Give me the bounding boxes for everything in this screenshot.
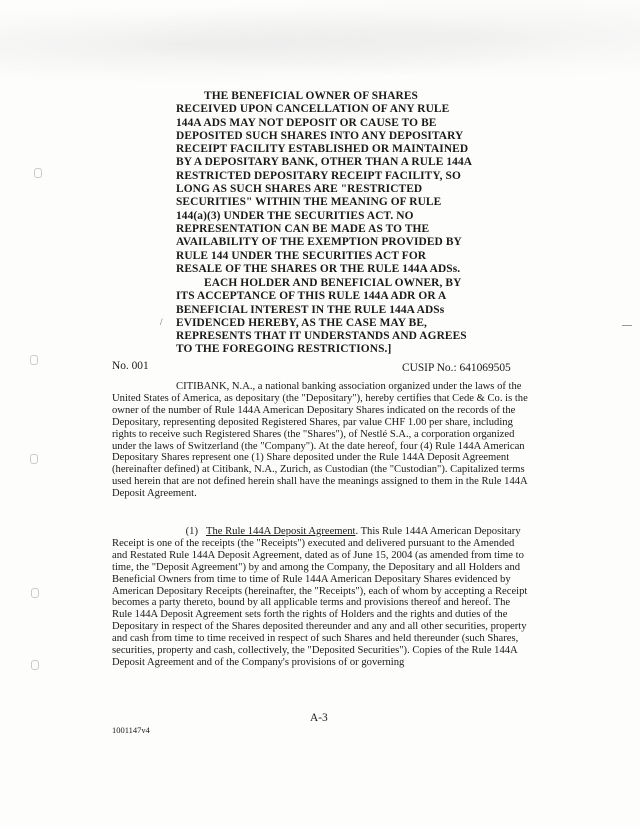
margin-speck <box>30 454 38 464</box>
document-id: 1001147v4 <box>112 725 150 735</box>
receipt-number: No. 001 <box>112 360 149 372</box>
section-title: The Rule 144A Deposit Agreement <box>206 526 356 537</box>
margin-speck <box>30 355 38 365</box>
section-text: . This Rule 144A American Depositary Receipt is one of the receipts (the "Receipts") executed and delivered pursuant to the Amended and Restated Rule 144A Deposit Agreement, dated as of June 15, 2004 (as amended from time to time, the "Deposit Agreement") by and among the Company, the Depositary and all Holders and Beneficial Owners from time to time of Rule 144A American Depositary Shares evidenced by American Depositary Receipts (hereinafter, the "Receipts"), each of whom by accepting a Receipt becomes a party thereto, bound by all applicable terms and provisions thereof and hereof. The Rule 144A Deposit Agreement sets forth the rights of Holders and the rights and duties of the Depositary in respect of the Shares deposited thereunder and any and all other securities, property and cash from time to time received in respect of such Shares and held thereunder (such Shares, securities, property and cash, collectively, the "Deposited Securities"). Copies of the Rule 144A Deposit Agreement and of the Company's provisions of or governing <box>112 526 528 668</box>
certification-paragraph: CITIBANK, N.A., a national banking association organized under the laws of the United States of America, as depositary (the "Depositary"), hereby certifies that Cede & Co. is the owner of the number of Rule 144A American Depositary Shares indicated on the records of the Depositary, representing deposited Registered Shares, par value CHF 1.00 per share, including rights to receive such Registered Shares (the "Shares"), of Nestlé S.A., a corporation organized under the laws of Switzerland (the "Company"). At the date hereof, four (4) Rule 144A American Depositary Shares represent one (1) Share deposited under the Rule 144A Deposit Agreement (hereinafter defined) at Citibank, N.A., Zurich, as Custodian (the "Custodian"). Capitalized terms used herein that are not defined herein shall have the meanings assigned to them in the Rule 144A Deposit Agreement. <box>112 381 528 500</box>
section-number: (1) <box>185 526 198 537</box>
legend-paragraph-2: EACH HOLDER AND BENEFICIAL OWNER, BY ITS ACCEPTANCE OF THIS RULE 144A ADR OR A BENEFICIAL INTEREST IN THE RULE 144A ADSs EVIDENCED HEREBY, AS THE CASE MAY BE, REPRESENTS THAT IT UNDERSTANDS AND AGREES TO THE FOREGOING RESTRICTIONS.] <box>176 277 467 356</box>
page-number: A-3 <box>310 712 328 724</box>
cusip-number: CUSIP No.: 641069505 <box>402 362 511 374</box>
margin-speck <box>31 660 39 670</box>
margin-speck <box>34 168 42 178</box>
scan-noise <box>0 0 640 90</box>
legend-paragraph-1: THE BENEFICIAL OWNER OF SHARES RECEIVED UPON CANCELLATION OF ANY RULE 144A ADS MAY NOT DEPOSIT OR CAUSE TO BE DEPOSITED SUCH SHARES INTO ANY DEPOSITARY RECEIPT FACILITY ESTABLISHED OR MAINTAINED BY A DEPOSITARY BANK, OTHER THAN A RULE 144A RESTRICTED DEPOSITARY RECEIPT FACILITY, SO LONG AS SUCH SHARES ARE "RESTRICTED SECURITIES" WITHIN THE MEANING OF RULE 144(a)(3) UNDER THE SECURITIES ACT. NO REPRESENTATION CAN BE MADE AS TO THE AVAILABILITY OF THE EXEMPTION PROVIDED BY RULE 144 UNDER THE SECURITIES ACT FOR RESALE OF THE SHARES OR THE RULE 144A ADSs. <box>176 90 472 275</box>
margin-tick: / <box>160 317 163 327</box>
section-1-paragraph <box>112 526 530 669</box>
margin-speck <box>31 588 39 598</box>
margin-mark <box>622 325 632 326</box>
